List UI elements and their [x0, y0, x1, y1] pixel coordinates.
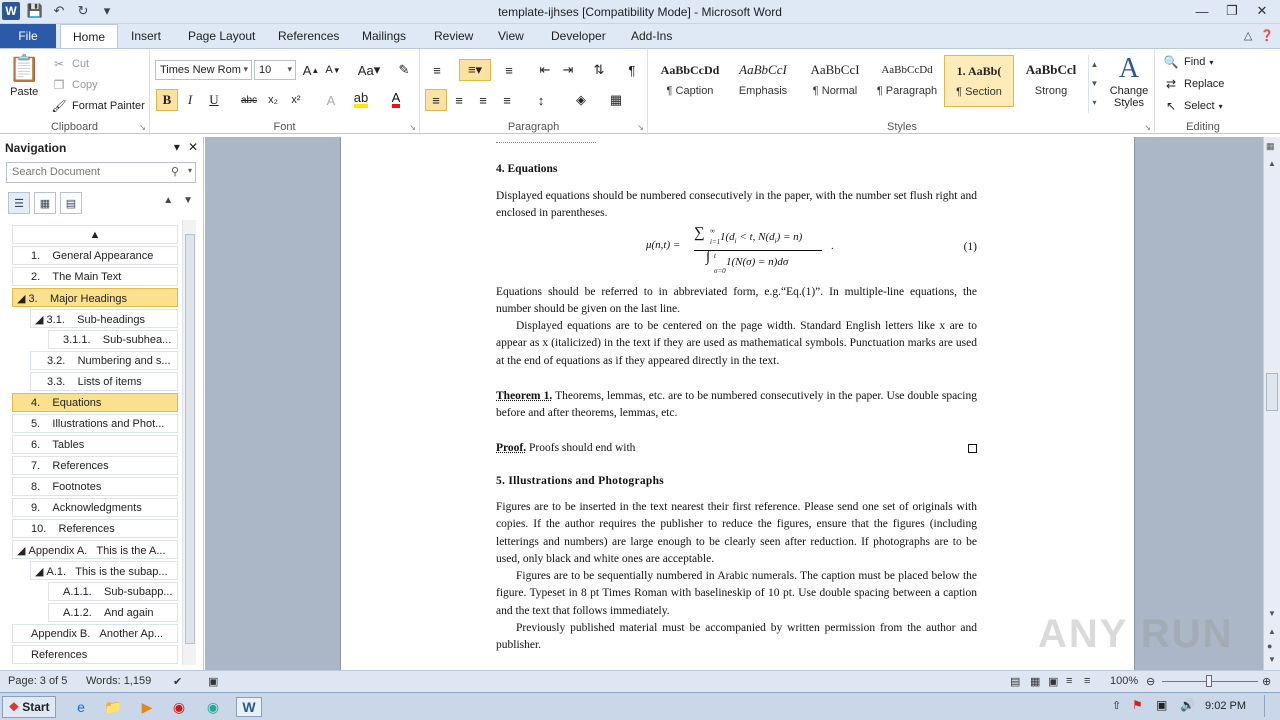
pages-view-icon[interactable]: ▦: [34, 192, 56, 214]
tab-add-ins[interactable]: Add-Ins: [631, 29, 673, 43]
paragraph-launcher-icon[interactable]: ↘: [637, 123, 644, 132]
document-page[interactable]: [340, 137, 1135, 670]
highlight-icon[interactable]: ab: [350, 89, 372, 111]
search-icon[interactable]: ⚲: [170, 166, 179, 178]
tab-review[interactable]: Review: [434, 29, 474, 43]
subscript-button[interactable]: x₂: [268, 94, 278, 106]
navigation-header: Navigation ▾ ✕: [5, 140, 198, 155]
editing-group: [1158, 49, 1248, 135]
numbering-icon[interactable]: ≡▾: [459, 59, 491, 81]
find-button[interactable]: 🔍 Find ▾: [1163, 55, 1214, 69]
minimize-icon[interactable]: —: [1195, 3, 1209, 19]
nav-item[interactable]: 3.3. Lists of items: [30, 372, 178, 391]
windows-taskbar: [0, 692, 1280, 720]
text-effects-icon[interactable]: A: [326, 92, 336, 108]
binoculars-icon: 🔍: [1163, 55, 1179, 69]
nav-item[interactable]: 1. General Appearance: [12, 246, 178, 265]
show-desktop-button[interactable]: [1264, 695, 1278, 717]
nav-item[interactable]: ◢ 3. Major Headings: [12, 288, 178, 307]
grow-font-button[interactable]: A ▲: [302, 62, 320, 78]
tab-mailings[interactable]: Mailings: [362, 29, 407, 43]
nav-item[interactable]: 5. Illustrations and Phot...: [12, 414, 178, 433]
network-icon[interactable]: ▣: [1156, 698, 1168, 712]
next-page-icon[interactable]: ▼: [1268, 655, 1276, 664]
zoom-level[interactable]: 100%: [1110, 675, 1139, 687]
equation-1: μ(n,t) = ∑ ∞ i=1 $1(d_i < t$, $N(d_i) = n$) ∫ t σ=0 1(N(σ) = n)dσ .: [646, 225, 834, 275]
nav-scrollbar-thumb[interactable]: [185, 234, 195, 644]
cut-button[interactable]: ✂ Cut: [50, 55, 89, 73]
bold-button[interactable]: B: [156, 89, 178, 111]
align-right-icon[interactable]: ≡: [479, 92, 487, 108]
clear-formatting-icon[interactable]: ✎: [398, 62, 410, 77]
ie-icon[interactable]: e: [77, 699, 85, 715]
clipboard-label: Clipboard: [50, 121, 99, 133]
nav-item[interactable]: 6. Tables: [12, 435, 178, 454]
change-styles-icon: A: [1118, 53, 1140, 84]
sort-icon[interactable]: ⇅: [593, 62, 605, 77]
page-top-fragment: [496, 137, 596, 143]
copy-button[interactable]: ❐ Copy: [50, 76, 98, 94]
style-caption[interactable]: AaBbCcDd ¶ Caption: [660, 62, 720, 97]
justify-icon[interactable]: ≡: [503, 92, 511, 108]
search-options-icon[interactable]: ▾: [187, 166, 192, 175]
volume-icon[interactable]: 🔊: [1180, 698, 1195, 712]
zoom-out-icon[interactable]: ⊖: [1146, 676, 1156, 688]
nav-item[interactable]: Appendix B. Another Ap...: [12, 624, 178, 643]
paste-icon: 📋: [8, 53, 41, 83]
media-player-icon[interactable]: ▶: [141, 698, 153, 715]
nav-item[interactable]: ◢ 3.1. Sub-headings: [30, 309, 178, 328]
security-icon[interactable]: ◉: [172, 698, 186, 715]
restore-icon[interactable]: ❐: [1226, 3, 1238, 18]
customize-qat-icon[interactable]: ▾: [103, 3, 111, 18]
zoom-slider-thumb[interactable]: [1206, 675, 1212, 687]
heading-illustrations: 5. Illustrations and Photographs: [496, 475, 665, 487]
shading-icon[interactable]: ◈: [576, 92, 586, 107]
status-bar: [0, 670, 1280, 692]
multilevel-list-icon[interactable]: ≡: [505, 62, 513, 78]
style-emphasis[interactable]: AaBbCcI Emphasis: [738, 62, 788, 97]
font-name-select[interactable]: Times New Rom ▾: [155, 60, 252, 80]
paragraph: Figures are to be inserted in the text nearest their first reference. Please send one set of originals with copies. If the author requires the publisher to reduce the figures, ensure that the figures (including letterings and numbers) are large enough to be clearly seen after reduction. If photographs are to be used, only black and white ones are acceptable.: [496, 501, 977, 565]
nav-item[interactable]: 8. Footnotes: [12, 477, 178, 496]
font-label: Font: [273, 121, 296, 133]
undo-icon[interactable]: ↶: [53, 3, 65, 18]
strikethrough-button[interactable]: abc: [240, 94, 258, 106]
tab-developer[interactable]: Developer: [551, 29, 606, 43]
underline-button[interactable]: U: [209, 92, 219, 107]
paragraph: Equations should be referred to in abbreviated form, e.g.“Eq.(1)”. In multiple-line equations, the number should be given on the last line.: [496, 286, 977, 316]
superscript-button[interactable]: x²: [291, 94, 301, 106]
paragraph: Figures are to be sequentially numbered in Arabic numerals. The caption must be placed below the figure. Typeset in 8 pt Times Roman with baselineskip of 10 pt. Use double spacing between a caption and the text that follows immediately.: [496, 570, 977, 617]
tab-home[interactable]: Home: [60, 24, 118, 49]
draft-icon[interactable]: ≡: [1084, 675, 1091, 687]
proofing-icon[interactable]: ✔: [173, 676, 183, 688]
show-marks-icon[interactable]: ¶: [628, 62, 636, 78]
equation-number: (1): [963, 241, 977, 253]
nav-item[interactable]: 9. Acknowledgments: [12, 498, 178, 517]
nav-item[interactable]: References: [12, 645, 178, 664]
style-section[interactable]: 1. AaBb( ¶ Section: [944, 55, 1014, 107]
paragraph-label: Paragraph: [507, 121, 560, 133]
next-heading-icon[interactable]: ▼: [183, 195, 193, 206]
align-center-icon[interactable]: ≡: [455, 92, 463, 108]
heading-equations: 4. Equations: [496, 163, 558, 175]
previous-heading-icon[interactable]: ▲: [163, 195, 174, 206]
styles-label: Styles: [887, 121, 917, 133]
pane-close-icon[interactable]: ✕: [187, 140, 198, 154]
styles-group: [650, 49, 1155, 135]
nav-item[interactable]: ◢ A.1. This is the subap...: [30, 561, 178, 580]
nav-collapse-all[interactable]: ▲: [12, 225, 178, 244]
print-layout-icon[interactable]: ▤: [1010, 676, 1021, 688]
nav-item[interactable]: 10. References: [12, 519, 178, 538]
help-icon[interactable]: ❓: [1260, 30, 1274, 42]
save-icon[interactable]: 💾: [26, 3, 44, 18]
cursor-icon: ↖: [1165, 99, 1177, 113]
minimize-ribbon-icon[interactable]: △: [1243, 30, 1253, 42]
close-icon[interactable]: ✕: [1256, 3, 1268, 18]
nav-item[interactable]: 3.1.1. Sub-subhea...: [48, 330, 178, 349]
change-case-button[interactable]: Aa ▾: [357, 62, 381, 78]
start-button[interactable]: ❖ Start: [2, 696, 56, 718]
nav-item[interactable]: 3.2. Numbering and s...: [30, 351, 178, 370]
ribbon-tabs: [0, 24, 1280, 48]
align-left-icon[interactable]: ≡: [425, 89, 447, 111]
theorem-paragraph: Theorem 1. Theorems, lemmas, etc. are to be numbered consecutively in the paper. Use double spacing before and after theorems, lemmas, etc.: [496, 390, 977, 420]
scissors-icon: ✂: [53, 57, 65, 71]
style-paragraph[interactable]: AaBbCcDd ¶ Paragraph: [876, 64, 938, 97]
copy-icon: ❐: [53, 78, 65, 92]
browse-object-icon[interactable]: ●: [1267, 641, 1273, 651]
change-styles-button[interactable]: A Change Styles: [1109, 53, 1149, 109]
redo-icon[interactable]: ↻: [77, 3, 89, 18]
nav-item[interactable]: 2. The Main Text: [12, 267, 178, 286]
qed-box-icon: [968, 444, 977, 453]
tab-insert[interactable]: Insert: [131, 29, 162, 43]
nav-headings-list: [12, 246, 178, 666]
results-view-icon[interactable]: ▤: [60, 192, 82, 214]
proof-paragraph: Proof. Proofs should end with: [496, 442, 636, 454]
increase-indent-icon[interactable]: ⇥: [562, 62, 574, 77]
bullets-icon[interactable]: ≡: [433, 62, 441, 78]
style-strong[interactable]: AaBbCcl Strong: [1025, 62, 1077, 97]
replace-icon: ⇄: [1165, 77, 1177, 91]
font-launcher-icon[interactable]: ↘: [409, 123, 416, 132]
editing-label: Editing: [1186, 121, 1220, 133]
tab-file[interactable]: File: [0, 24, 56, 48]
macro-icon[interactable]: ▣: [208, 676, 219, 688]
anyrun-watermark: ANY RUN: [1038, 612, 1234, 656]
nav-item[interactable]: 7. References: [12, 456, 178, 475]
font-color-button[interactable]: A: [385, 89, 407, 111]
tray-expand-icon[interactable]: ⇧: [1112, 700, 1122, 712]
scrollbar-thumb[interactable]: [1266, 373, 1278, 411]
borders-icon[interactable]: ▦: [609, 92, 623, 107]
nav-item[interactable]: A.1.2. And again: [48, 603, 178, 622]
folder-icon[interactable]: 📁: [104, 698, 122, 715]
zoom-in-icon[interactable]: ⊕: [1262, 676, 1272, 688]
clock[interactable]: 9:02 PM: [1205, 700, 1246, 712]
paragraph: Displayed equations are to be centered on the page width. Standard English letters like x are to appear as x (italicized) in the text if they are used as mathematical symbols. Punctuation marks are used at the end of equations as if they appeared directly in the text.: [496, 320, 977, 367]
font-size-select[interactable]: 10 ▾: [254, 60, 296, 80]
full-screen-reading-icon[interactable]: ▦: [1030, 676, 1041, 688]
style-normal[interactable]: AaBbCcI ¶ Normal: [810, 62, 860, 97]
tab-page-layout[interactable]: Page Layout: [188, 29, 256, 43]
paragraph: Previously published material must be accompanied by written permission from the author and publisher.: [496, 622, 977, 652]
ribbon: [0, 48, 1280, 134]
line-spacing-icon[interactable]: ↕: [537, 92, 545, 108]
web-layout-icon[interactable]: ▣: [1048, 676, 1059, 688]
title-bar: [0, 0, 1280, 24]
window-title: template-ijhses [Compatibility Mode] - Microsoft Word: [498, 5, 782, 19]
previous-page-icon[interactable]: ▲: [1268, 627, 1276, 636]
nav-item[interactable]: 4. Equations: [12, 393, 178, 412]
chrome-icon[interactable]: ◉: [206, 698, 220, 715]
decrease-indent-icon[interactable]: ⇤: [539, 62, 551, 77]
nav-item[interactable]: ◢ Appendix A. This is the A...: [12, 540, 178, 559]
nav-scrollbar[interactable]: [182, 220, 196, 665]
scroll-up-icon[interactable]: ▲: [1268, 159, 1276, 168]
format-painter-button[interactable]: 🖌 Format Painter: [51, 99, 145, 113]
tab-references[interactable]: References: [278, 29, 340, 43]
clipboard-group: [0, 49, 150, 135]
document-vertical-scrollbar[interactable]: [1263, 137, 1280, 670]
replace-button[interactable]: ⇄ Replace: [1162, 75, 1224, 93]
ruler-toggle-icon[interactable]: ▦: [1266, 141, 1275, 151]
page-indicator[interactable]: Page: 3 of 5: [8, 675, 68, 687]
pane-options-icon[interactable]: ▾: [173, 140, 180, 154]
search-document-input[interactable]: Search Document ⚲ ▾: [6, 162, 196, 183]
word-app-icon[interactable]: W: [2, 2, 20, 20]
nav-item[interactable]: A.1.1. Sub-subapp...: [48, 582, 178, 601]
styles-launcher-icon[interactable]: ↘: [1144, 123, 1151, 132]
scroll-down-icon[interactable]: ▼: [1268, 609, 1276, 618]
paste-button[interactable]: 📋 Paste: [8, 53, 41, 98]
tab-view[interactable]: View: [498, 29, 524, 43]
word-count[interactable]: Words: 1,159: [86, 675, 152, 687]
font-group: [150, 49, 420, 135]
shrink-font-button[interactable]: A ▼: [325, 64, 341, 76]
paragraph: Displayed equations should be numbered consecutively in the paper, with the number set flush right and enclosed in parentheses.: [496, 190, 977, 220]
action-center-icon[interactable]: ⚑: [1132, 698, 1143, 712]
document-area[interactable]: [205, 137, 1263, 670]
windows-logo-icon: ❖: [8, 700, 20, 714]
headings-view-icon[interactable]: ☰: [8, 192, 30, 214]
outline-icon[interactable]: ≡: [1066, 675, 1073, 687]
select-button[interactable]: ↖ Select ▾: [1162, 97, 1223, 115]
italic-button[interactable]: I: [187, 92, 193, 107]
styles-gallery-scroll[interactable]: ▲ ▼ ▾: [1088, 55, 1100, 113]
paintbrush-icon: 🖌: [51, 99, 67, 113]
paragraph-group: [420, 49, 648, 135]
clipboard-launcher-icon[interactable]: ↘: [139, 123, 146, 132]
word-taskbar-icon[interactable]: W: [236, 697, 262, 717]
